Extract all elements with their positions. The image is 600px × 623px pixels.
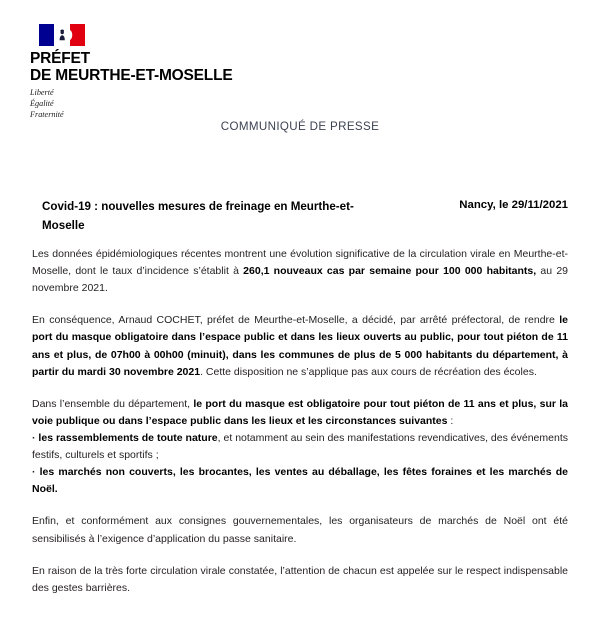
paragraph-incidence-rate [32,246,568,297]
p3-emphasis: le port du masque est obligatoire pour tout piéton de 11 ans et plus, sur la voie publique ou dans l’espace public dans les lieux et les circonstances suivantes [32,397,568,427]
prefecture-title-line-1: PRÉFET [30,50,90,67]
letterhead [30,24,330,121]
p2-emphasis: le port du masque obligatoire dans l’espace public et dans les lieux ouverts au public, pour tout piéton de 11 ans et plus, de 07h00 à 00h00 (minuit), dans les communes de plus de 5 000 habitants du département, à partir du mardi 30 novembre 2021 [32,314,568,378]
prefecture-title-line-2: DE MEURTHE-ET-MOSELLE [30,66,233,84]
paragraph-department-wide-rule [32,396,568,430]
paragraph-barrier-gestures: En raison de la très forte circulation virale constatée, l’attention de chacun est appelée sur le respect indispensable des gestes barrières. [32,564,568,594]
french-flag-marianne-icon [39,24,85,46]
list-item [32,464,568,498]
motto-fraternite: Fraternité [30,110,64,120]
document-type-label: COMMUNIQUÉ DE PRESSE [220,120,380,133]
paragraph-prefect-decision [32,312,568,380]
p2-text-before: En conséquence, Arnaud COCHET, préfet de Meurthe-et-Moselle, a décidé, par arrêté préfectoral, de rendre [32,314,560,327]
place-and-date: Nancy, le 29/11/2021 [459,199,568,211]
republic-motto [30,88,330,120]
page-title: Covid-19 : nouvelles mesures de freinage en Meurthe-et-Moselle [42,200,354,232]
bullet2-emphasis: les marchés non couverts, les brocantes, les ventes au déballage, les fêtes foraines et les marchés de Noël. [32,466,568,496]
headline-row [32,198,568,236]
p3-text-before: Dans l’ensemble du département, [32,397,194,410]
p2-text-after: . Cette disposition ne s’applique pas aux cours de récréation des écoles. [200,365,537,378]
list-item [32,430,568,464]
bullet-icon: · [32,431,36,444]
motto-egalite: Égalité [30,99,54,109]
document-body [32,246,568,612]
bullet1-text-after: , et notamment au sein des manifestations revendicatives, des événements festifs, culturels et sportifs ; [32,431,568,462]
motto-liberte: Liberté [30,88,54,98]
bullet-icon: · [32,466,36,479]
bullet1-emphasis: les rassemblements de toute nature [35,431,218,444]
paragraph-christmas-markets: Enfin, et conformément aux consignes gouvernementales, les organisateurs de marchés de Noël ont été sensibilisés à l’exigence d’application du passe sanitaire. [32,515,568,545]
p3-text-after: : [447,414,454,427]
p1-emphasis: 260,1 nouveaux cas par semaine pour 100 000 habitants, [243,265,537,278]
p1-text-after: au 29 novembre 2021. [32,265,568,295]
p1-text-before: Les données épidémiologiques récentes montrent une évolution significative de la circulation virale en Meurthe-et-Moselle, dont le taux d’incidence s’établit à [32,248,568,278]
